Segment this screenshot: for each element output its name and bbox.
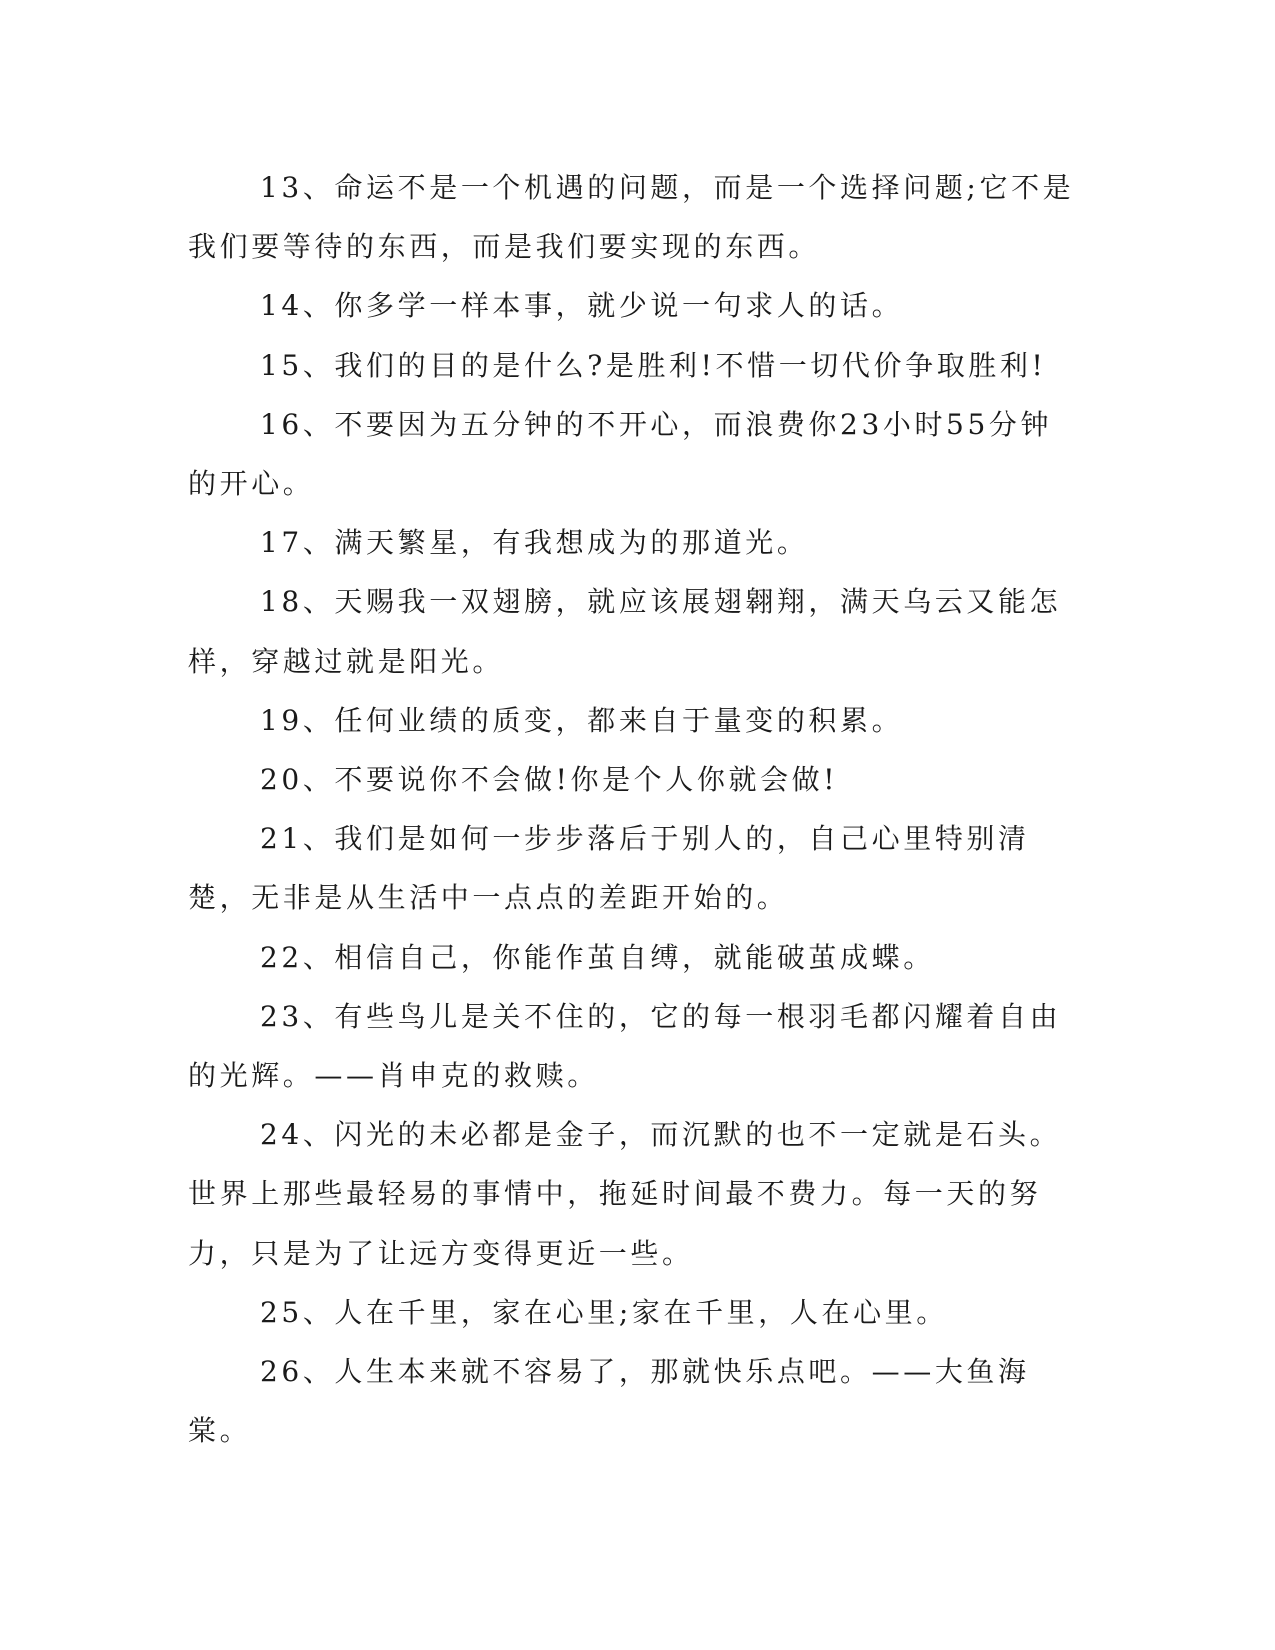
- quote-23: 23、有些鸟儿是关不住的，它的每一根羽毛都闪耀着自由的光辉。——肖申克的救赎。: [188, 999, 1062, 1093]
- quote-22: 22、相信自己，你能作茧自缚，就能破茧成蝶。: [260, 940, 935, 974]
- quote-15: 15、我们的目的是什么?是胜利!不惜一切代价争取胜利!: [260, 348, 1047, 382]
- quote-24: 24、闪光的未必都是金子，而沉默的也不一定就是石头。世界上那些最轻易的事情中，拖延时间最不费力。每一天的努力，只是为了让远方变得更近一些。: [188, 1118, 1062, 1270]
- quote-21: 21、我们是如何一步步落后于别人的，自己心里特别清楚，无非是从生活中一点点的差距开始的。: [188, 822, 1030, 915]
- quote-17: 17、满天繁星，有我想成为的那道光。: [260, 526, 809, 560]
- quote-19: 19、任何业绩的质变，都来自于量变的积累。: [260, 703, 904, 737]
- quote-14: 14、你多学一样本事，就少说一句求人的话。: [260, 289, 904, 323]
- quote-list: [188, 158, 1078, 1460]
- quote-25: 25、人在千里，家在心里;家在千里，人在心里。: [260, 1295, 948, 1329]
- quote-18: 18、天赐我一双翅膀，就应该展翅翱翔，满天乌云又能怎样，穿越过就是阳光。: [188, 585, 1062, 678]
- quote-13: 13、命运不是一个机遇的问题，而是一个选择问题;它不是我们要等待的东西，而是我们要实现的东西。: [188, 171, 1075, 264]
- quote-16: 16、不要因为五分钟的不开心，而浪费你23小时55分钟的开心。: [188, 407, 1053, 501]
- quote-20: 20、不要说你不会做!你是个人你就会做!: [260, 763, 839, 797]
- quote-26: 26、人生本来就不容易了，那就快乐点吧。——大鱼海棠。: [188, 1355, 1030, 1448]
